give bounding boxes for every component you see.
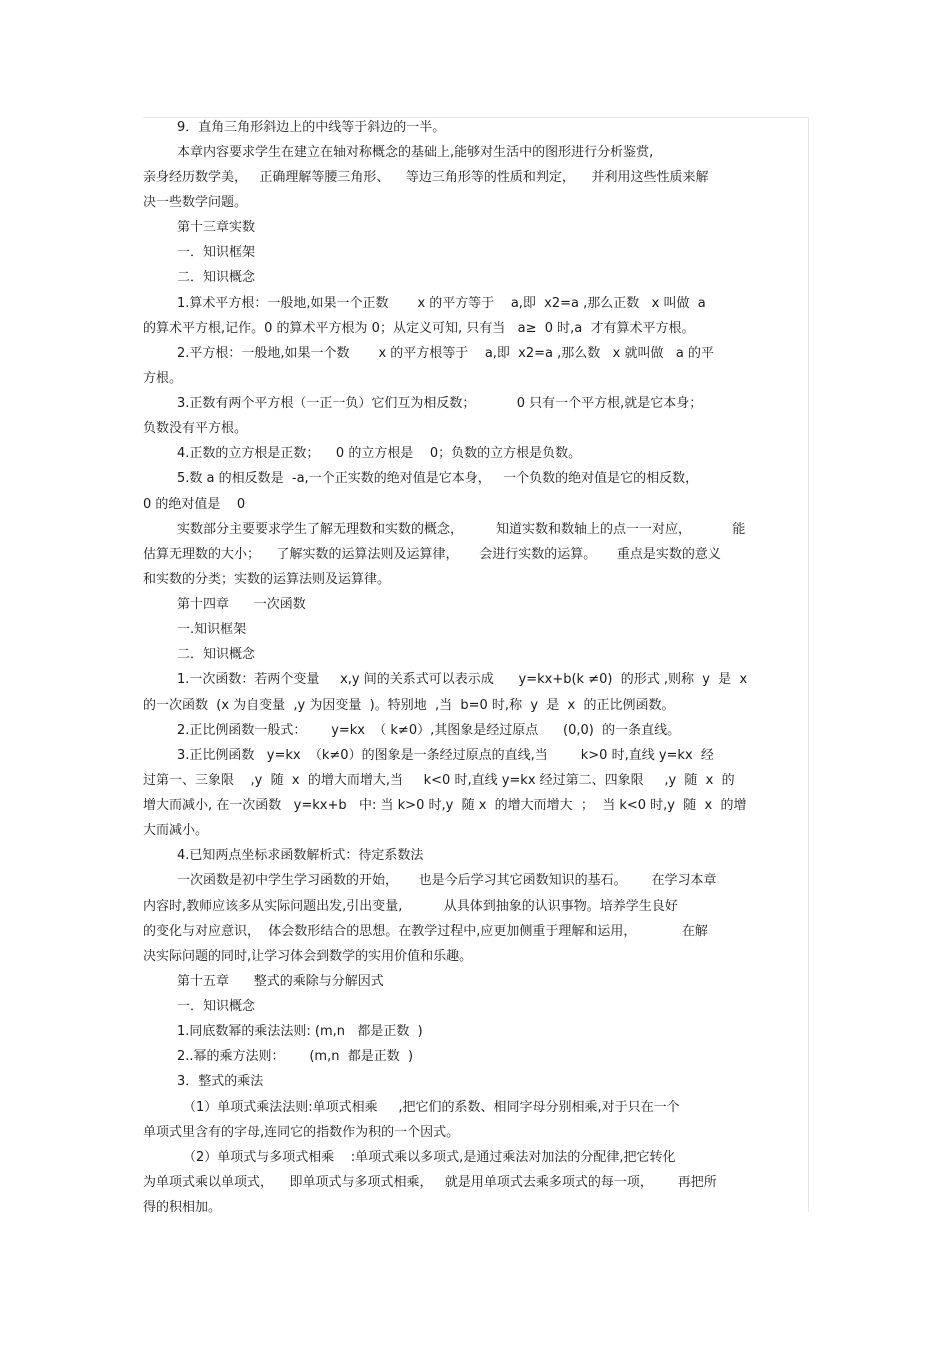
text-line: 实数部分主要要求学生了解无理数和实数的概念， 知道实数和数轴上的点一一对应， 能 — [177, 522, 746, 537]
text-line: 9．直角三角形斜边上的中线等于斜边的一半。 — [177, 120, 446, 135]
text-line: 0 的绝对值是 0 — [143, 497, 246, 512]
text-line: 1.算术平方根：一般地,如果一个正数 x 的平方等于 a,即 x2=a ,那么正数 x 叫做 a — [177, 296, 706, 311]
text-line: 的变化与对应意识， 体会数形结合的思想。在教学过程中,应更加侧重于理解和运用， 在解 — [143, 924, 708, 939]
chapter-heading: 第十五章 整式的乘除与分解因式 — [177, 974, 384, 989]
section-heading: 一．知识框架 — [177, 245, 256, 260]
text-line: 过第一、三象限 ,y 随 x 的增大而增大,当 k<0 时,直线 y=kx 经过第二、四象限 ,y 随 x 的 — [143, 773, 735, 788]
text-line: 方根。 — [143, 371, 183, 386]
text-line: （2）单项式与多项式相乘 :单项式乘以多项式,是通过乘法对加法的分配律,把它转化 — [183, 1150, 676, 1165]
chapter-heading: 第十四章 一次函数 — [177, 597, 306, 612]
text-line: （1）单项式乘法法则:单项式相乘 ,把它们的系数、相同字母分别相乘,对于只在一个 — [183, 1100, 680, 1115]
text-line: 的一次函数 (x 为自变量 ,y 为因变量 )。特别地 ,当 b=0 时,称 y 是 x 的正比例函数。 — [143, 698, 675, 713]
text-line: 大而减小。 — [143, 823, 209, 838]
text-line: 的算术平方根,记作。0 的算术平方根为 0；从定义可知, 只有当 a≥ 0 时,a 才有算术平方根。 — [143, 321, 695, 336]
text-line: 为单项式乘以单项式， 即单项式与多项式相乘， 就是用单项式去乘多项式的每一项， 再把所 — [143, 1175, 717, 1190]
text-line: 3．整式的乘法 — [177, 1074, 264, 1089]
text-line: 2.平方根：一般地,如果一个数 x 的平方根等于 a,即 x2=a ,那么数 x 就叫做 a 的平 — [177, 346, 714, 361]
text-line: 负数没有平方根。 — [143, 421, 248, 436]
text-line: 本章内容要求学生在建立在轴对称概念的基础上,能够对生活中的图形进行分析鉴赏, — [177, 145, 654, 160]
text-line: 和实数的分类；实数的运算法则及运算律。 — [143, 572, 391, 587]
text-line: 4.已知两点坐标求函数解析式：待定系数法 — [177, 848, 424, 863]
text-line: 3.正比例函数 y=kx （k≠0）的图象是一条经过原点的直线,当 k>0 时,直线 y=kx 经 — [177, 748, 714, 763]
text-line: 单项式里含有的字母,连同它的指数作为积的一个因式。 — [143, 1125, 460, 1140]
section-heading: 二．知识概念 — [177, 647, 256, 662]
text-line: 决一些数学问题。 — [143, 195, 248, 210]
text-line: 估算无理数的大小； 了解实数的运算法则及运算律， 会进行实数的运算。 重点是实数的意义 — [143, 547, 721, 562]
text-line: 5.数 a 的相反数是 -a,一个正实数的绝对值是它本身， 一个负数的绝对值是它的相反数， — [177, 471, 699, 486]
chapter-heading: 第十三章实数 — [177, 220, 256, 235]
text-line: 1.一次函数：若两个变量 x,y 间的关系式可以表示成 y=kx+b(k ≠0) 的形式 ,则称 y 是 x — [177, 672, 748, 687]
section-heading: 二．知识概念 — [177, 270, 256, 285]
text-line: 决实际问题的同时,让学习体会到数学的实用价值和乐趣。 — [143, 949, 473, 964]
text-line: 内容时,教师应该多从实际问题出发,引出变量, 从具体到抽象的认识事物。培养学生良好 — [143, 899, 678, 914]
text-line: 4.正数的立方根是正数； 0 的立方根是 0；负数的立方根是负数。 — [177, 446, 582, 461]
section-heading: 一.知识框架 — [177, 622, 247, 637]
text-line: 3.正数有两个平方根（一正一负）它们互为相反数； 0 只有一个平方根,就是它本身； — [177, 396, 703, 411]
section-heading: 一．知识概念 — [177, 999, 256, 1014]
text-line: 得的积相加。 — [143, 1200, 222, 1215]
text-line: 2..幂的乘方法则： (m,n 都是正数 ) — [177, 1049, 414, 1064]
text-line: 2.正比例函数一般式： y=kx （ k≠0）,其图象是经过原点 (0,0) 的一条直线。 — [177, 723, 681, 738]
text-line: 亲身经历数学美， 正确理解等腰三角形、 等边三角形等的性质和判定， 并利用这些性质来解 — [143, 170, 709, 185]
text-line: 1.同底数幂的乘法法则: (m,n 都是正数 ) — [177, 1024, 423, 1039]
text-line: 一次函数是初中学生学习函数的开始， 也是今后学习其它函数知识的基石。 在学习本章 — [177, 873, 717, 888]
text-line: 增大而减小, 在一次函数 y=kx+b 中: 当 k>0 时,y 随 x 的增大而增大 ； 当 k<0 时,y 随 x 的增 — [143, 798, 747, 813]
